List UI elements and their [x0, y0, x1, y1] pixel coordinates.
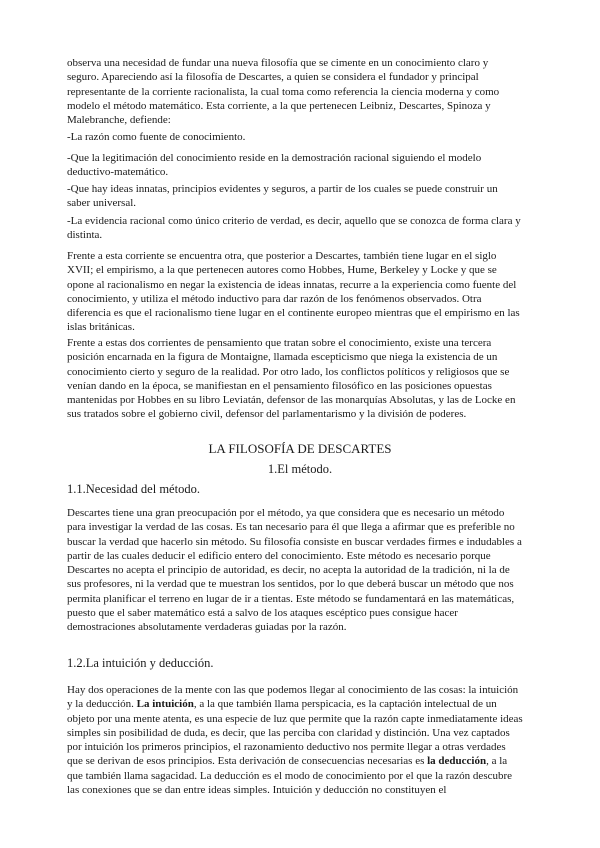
list-item: -Que la legitimación del conocimiento reside en la demostración racional siguiendo el modelo deductivo-matemático. — [67, 152, 482, 179]
document-title: LA FILOSOFÍA DE DESCARTES — [208, 441, 392, 456]
chapter-heading: 1.El método. — [267, 462, 333, 476]
deduction-term: la deducción — [427, 755, 487, 768]
intuition-text: Hay dos operaciones de la mente con las que podemos llegar al conocimiento de las cosas: la intuición y la deducción. — [67, 684, 519, 711]
skepticism-paragraph: Frente a estas dos corrientes de pensamiento que tratan sobre el conocimiento, existe una tercera posición encarnada en la figura de Montaigne, llamada escepticismo que niega la existencia de un conocimiento cierto y seguro de la realidad. Por otro lado, los conflictos políticos y religiosos que se venían dando en la época, se manifiestan en el pensamiento filosófico en las posiciones opuestas mantenidas por Hobbes en su libro Leviatán, defensor de las monarquías Absolutas, y las de Locke en sus tratados sobre el gobierno civil, defensor del parlamentarismo y la división de poderes. — [67, 337, 516, 421]
intuition-text: , a la que también llama sagacidad. La deducción es el modo de conocimiento por el que la razón descubre las conexiones que se dan entre ideas simples. Intuición y deducción no constituyen el — [67, 755, 513, 797]
method-paragraph: Descartes tiene una gran preocupación por el método, ya que considera que es necesario un método para investigar la verdad de las cosas. Es tan necesario para él que llega a afirmar que es preferible no buscar la verdad que hacerlo sin método. Su filosofía consiste en buscar verdades firmes e indudables a partir de las cuales deducir el edificio entero del conocimiento. Este método es necesario porque Descartes no acepta el principio de autoridad, es decir, no acepta la autoridad de la tradición, ni la de sus profesores, ni la verdad que te muestran los sentidos, por lo que deberá buscar un método que nos permita planificar el terreno en lugar de ir a tientas. Este método se fundamentará en las matemáticas, puesto que el saber matemático está a salvo de los ataques escéptico pues consigue hacer demostraciones absolutamente verdaderas guiadas por la razón. — [67, 507, 522, 634]
section-heading: 1.1.Necesidad del método. — [67, 482, 200, 496]
list-item: -La evidencia racional como único criterio de verdad, es decir, aquello que se conozca de forma clara y distinta. — [67, 215, 521, 242]
intro-paragraph: observa una necesidad de fundar una nueva filosofía que se cimente en un conocimiento claro y seguro. Apareciendo así la filosofía de Descartes, a quien se considera el fundador y principal representante de la corriente racionalista, la cual toma como referencia la ciencia moderna y como modelo el método matemático. Esta corriente, a la que pertenecen Leibniz, Descartes, Spinoza y Malebranche, defiende: — [67, 57, 500, 127]
intuition-term: La intuición — [136, 698, 194, 711]
intuition-paragraph — [67, 683, 523, 797]
section-heading: 1.2.La intuición y deducción. — [67, 656, 214, 670]
list-item: -La razón como fuente de conocimiento. — [67, 131, 246, 143]
empiricism-paragraph: Frente a esta corriente se encuentra otra, que posterior a Descartes, también tiene lugar en el siglo XVII; el empirismo, a la que pertenecen autores como Hobbes, Hume, Berkeley y Locke y que se opone al racionalismo en negar la existencia de ideas innatas, recurre a la experiencia como fuente del conocimiento, y utiliza el método inductivo para dar razón de los fenómenos observados. Otra diferencia es que el racionalismo tiene lugar en el continente europeo mientras que el empirismo en las islas británicas. — [67, 250, 520, 334]
intuition-text: , a la que también llama perspicacia, es la captación intelectual de un objeto por una mente atenta, es una especie de luz que permite que la razón capte inmediatamente ideas simples sin posibilidad de duda, es decir, que las perciba con claridad y distinción. Una vez captados por intuición los primeros principios, el razonamiento deductivo nos permite llegar a otras verdades que se derivan de esos principios. Esta derivación de consecuencias necesarias es — [67, 698, 523, 768]
list-item: -Que hay ideas innatas, principios evidentes y seguros, a partir de los cuales se puede construir un saber universal. — [67, 183, 498, 210]
